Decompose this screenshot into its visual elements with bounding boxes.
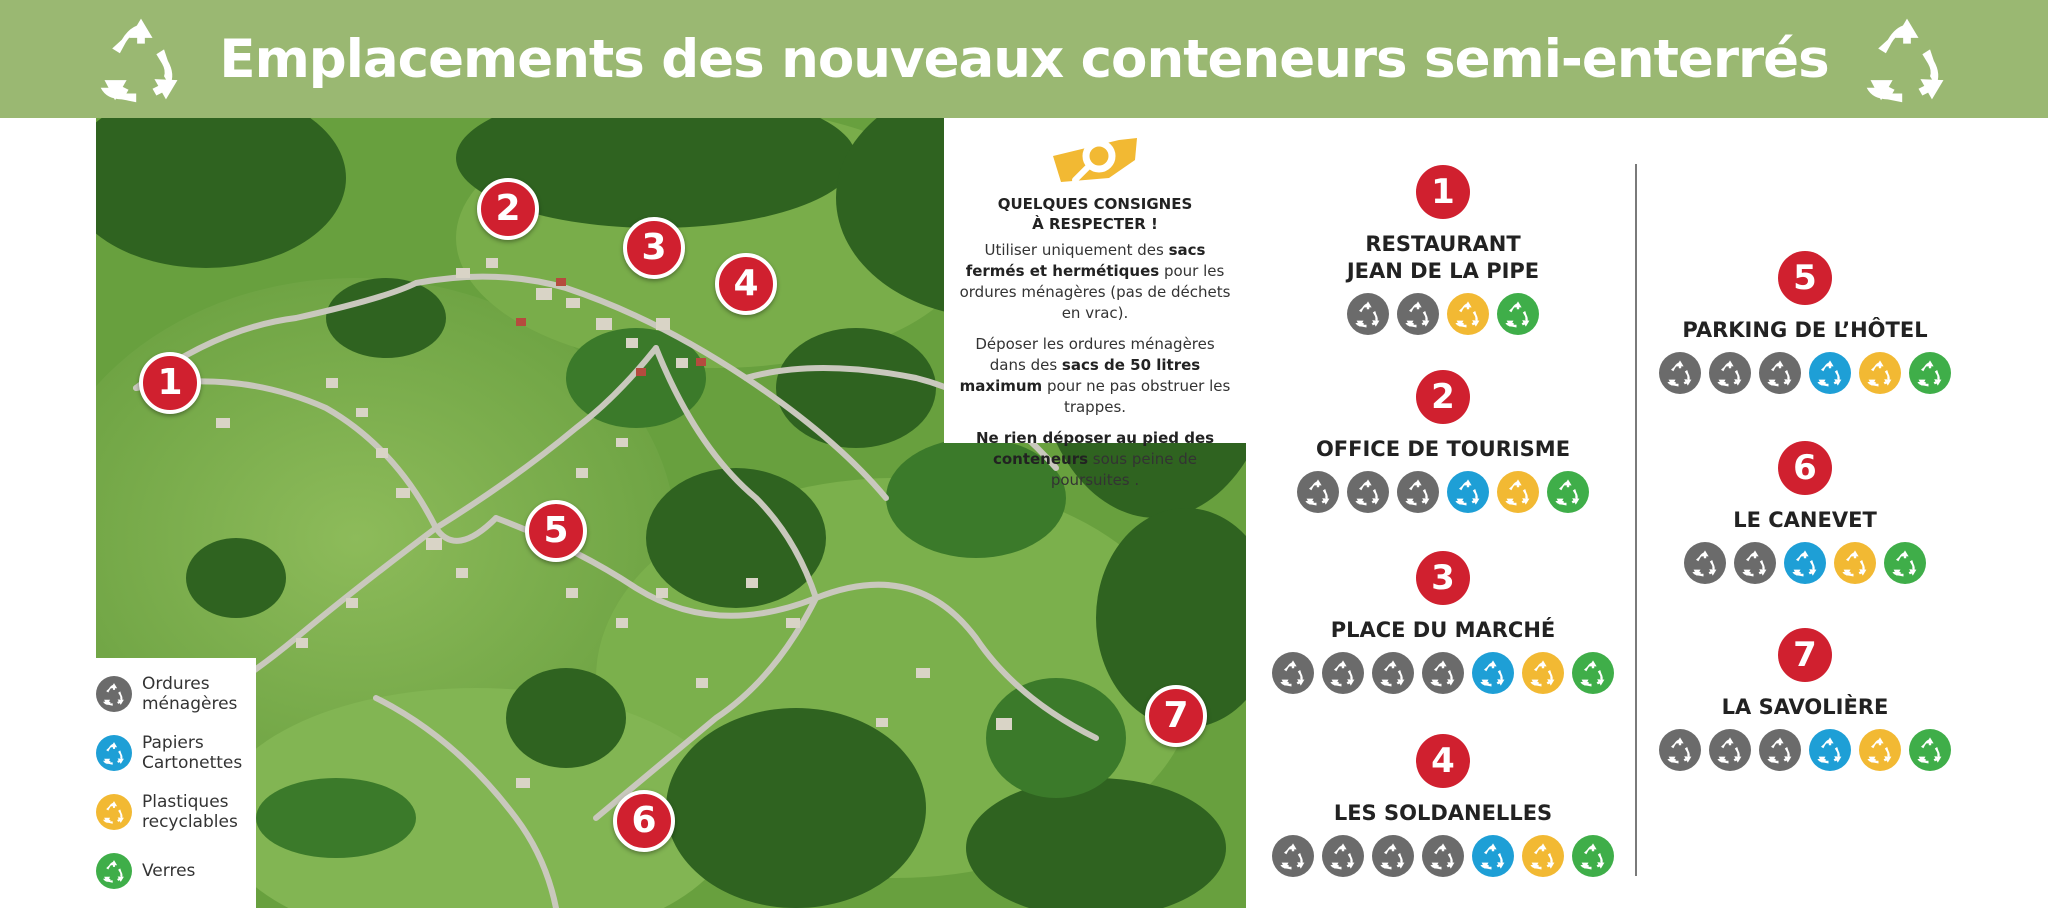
consignes-paragraph-3: [958, 428, 1232, 491]
bin-ordures-icon: [1684, 542, 1726, 584]
location-number-badge: 6: [1778, 441, 1832, 495]
bin-ordures-icon: [1709, 352, 1751, 394]
consignes-title-line2: À RESPECTER !: [1032, 215, 1158, 233]
map-marker-2[interactable]: 2: [477, 178, 539, 240]
consignes-bold-text: sacs de 50 litres maximum: [959, 356, 1201, 395]
bin-verres-icon: [96, 853, 132, 889]
legend-item-plastiques: [96, 792, 256, 832]
legend-label: Verres: [142, 861, 196, 881]
bin-ordures-icon: [1372, 652, 1414, 694]
bin-verres-icon: [1572, 835, 1614, 877]
bin-papiers-icon: [1472, 652, 1514, 694]
bin-plastiques-icon: [1497, 471, 1539, 513]
consignes-text: Utiliser uniquement des: [984, 241, 1169, 259]
consignes-text: Déposer les ordures ménagères dans des: [975, 335, 1215, 374]
location-name: OFFICE DE TOURISME: [1315, 437, 1571, 461]
column-divider: [1635, 164, 1637, 876]
consignes-text: sous peine de poursuites .: [1050, 450, 1198, 489]
location-2: [1268, 370, 1618, 513]
bin-ordures-icon: [1322, 835, 1364, 877]
bin-papiers-icon: [1472, 835, 1514, 877]
location-bins: [1640, 352, 1970, 394]
legend-label: Ordures ménagères: [142, 674, 238, 714]
location-bins: [1640, 729, 1970, 771]
bin-plastiques-icon: [1522, 835, 1564, 877]
legend-label: Plastiques recyclables: [142, 792, 238, 832]
consignes-bold-text: sacs fermés et hermétiques: [965, 241, 1206, 280]
bin-ordures-icon: [1759, 729, 1801, 771]
bin-plastiques-icon: [96, 794, 132, 830]
consignes-title-line1: QUELQUES CONSIGNES: [997, 195, 1193, 213]
bin-verres-icon: [1909, 352, 1951, 394]
bin-ordures-icon: [1347, 471, 1389, 513]
bin-plastiques-icon: [1522, 652, 1564, 694]
bin-ordures-icon: [1759, 352, 1801, 394]
location-number-badge: 5: [1778, 251, 1832, 305]
location-name: PLACE DU MARCHÉ: [1330, 618, 1556, 642]
location-bins: [1268, 835, 1618, 877]
bin-ordures-icon: [1272, 835, 1314, 877]
consignes-text: pour les ordures ménagères (pas de déchets en vrac).: [959, 262, 1231, 322]
legend-item-verres: [96, 851, 256, 891]
map-marker-5[interactable]: 5: [525, 500, 587, 562]
bin-ordures-icon: [1422, 652, 1464, 694]
bin-papiers-icon: [1447, 471, 1489, 513]
bin-ordures-icon: [1297, 471, 1339, 513]
location-name: LES SOLDANELLES: [1333, 801, 1553, 825]
page-title: Emplacements des nouveaux conteneurs semi-enterrés: [219, 28, 1829, 90]
bin-ordures-icon: [1372, 835, 1414, 877]
magnifier-icon: [1049, 134, 1141, 186]
bin-verres-icon: [1547, 471, 1589, 513]
location-3: [1268, 551, 1618, 694]
bin-plastiques-icon: [1859, 729, 1901, 771]
bin-ordures-icon: [1347, 293, 1389, 335]
bin-verres-icon: [1572, 652, 1614, 694]
location-number-badge: 1: [1416, 165, 1470, 219]
bin-papiers-icon: [1784, 542, 1826, 584]
consignes-text: pour ne pas obstruer les trappes.: [1042, 377, 1231, 416]
map-marker-7[interactable]: 7: [1145, 685, 1207, 747]
consignes-box: [944, 118, 1246, 489]
location-number-badge: 4: [1416, 734, 1470, 788]
bin-papiers-icon: [1809, 729, 1851, 771]
bin-ordures-icon: [96, 676, 132, 712]
map-marker-6[interactable]: 6: [613, 790, 675, 852]
consignes-paragraph-2: [958, 334, 1232, 418]
bin-papiers-icon: [1809, 352, 1851, 394]
legend: [96, 658, 256, 908]
legend-item-ordures: [96, 674, 256, 714]
consignes-paragraph-1: [958, 240, 1232, 324]
bin-ordures-icon: [1422, 835, 1464, 877]
location-name: LE CANEVET: [1733, 508, 1877, 532]
bin-verres-icon: [1497, 293, 1539, 335]
map-marker-1[interactable]: 1: [139, 352, 201, 414]
location-number-badge: 3: [1416, 551, 1470, 605]
location-bins: [1268, 652, 1618, 694]
bin-ordures-icon: [1397, 293, 1439, 335]
location-7: [1640, 628, 1970, 771]
recycle-icon: [1859, 11, 1955, 107]
consignes-title: [958, 194, 1232, 234]
location-bins: [1268, 293, 1618, 335]
bin-verres-icon: [1884, 542, 1926, 584]
location-1: [1268, 165, 1618, 335]
bin-ordures-icon: [1709, 729, 1751, 771]
location-name: RESTAURANT JEAN DE LA PIPE: [1346, 232, 1540, 283]
bin-ordures-icon: [1322, 652, 1364, 694]
bin-verres-icon: [1909, 729, 1951, 771]
legend-item-papiers: [96, 733, 256, 773]
location-5: [1640, 251, 1970, 394]
bin-ordures-icon: [1734, 542, 1776, 584]
bin-plastiques-icon: [1447, 293, 1489, 335]
recycle-icon: [93, 11, 189, 107]
map-marker-4[interactable]: 4: [715, 253, 777, 315]
location-4: [1268, 734, 1618, 877]
location-6: [1640, 441, 1970, 584]
bin-papiers-icon: [96, 735, 132, 771]
map-marker-3[interactable]: 3: [623, 217, 685, 279]
bin-ordures-icon: [1397, 471, 1439, 513]
header-banner: [0, 0, 2048, 118]
location-bins: [1268, 471, 1618, 513]
bin-ordures-icon: [1659, 352, 1701, 394]
location-number-badge: 2: [1416, 370, 1470, 424]
location-number-badge: 7: [1778, 628, 1832, 682]
legend-label: Papiers Cartonettes: [142, 733, 243, 773]
bin-plastiques-icon: [1859, 352, 1901, 394]
bin-ordures-icon: [1272, 652, 1314, 694]
bin-ordures-icon: [1659, 729, 1701, 771]
bin-plastiques-icon: [1834, 542, 1876, 584]
location-name: PARKING DE L’HÔTEL: [1682, 318, 1928, 342]
consignes-bold-text: Ne rien déposer au pied des conteneurs: [975, 429, 1215, 468]
location-name: LA SAVOLIÈRE: [1721, 695, 1889, 719]
location-bins: [1640, 542, 1970, 584]
